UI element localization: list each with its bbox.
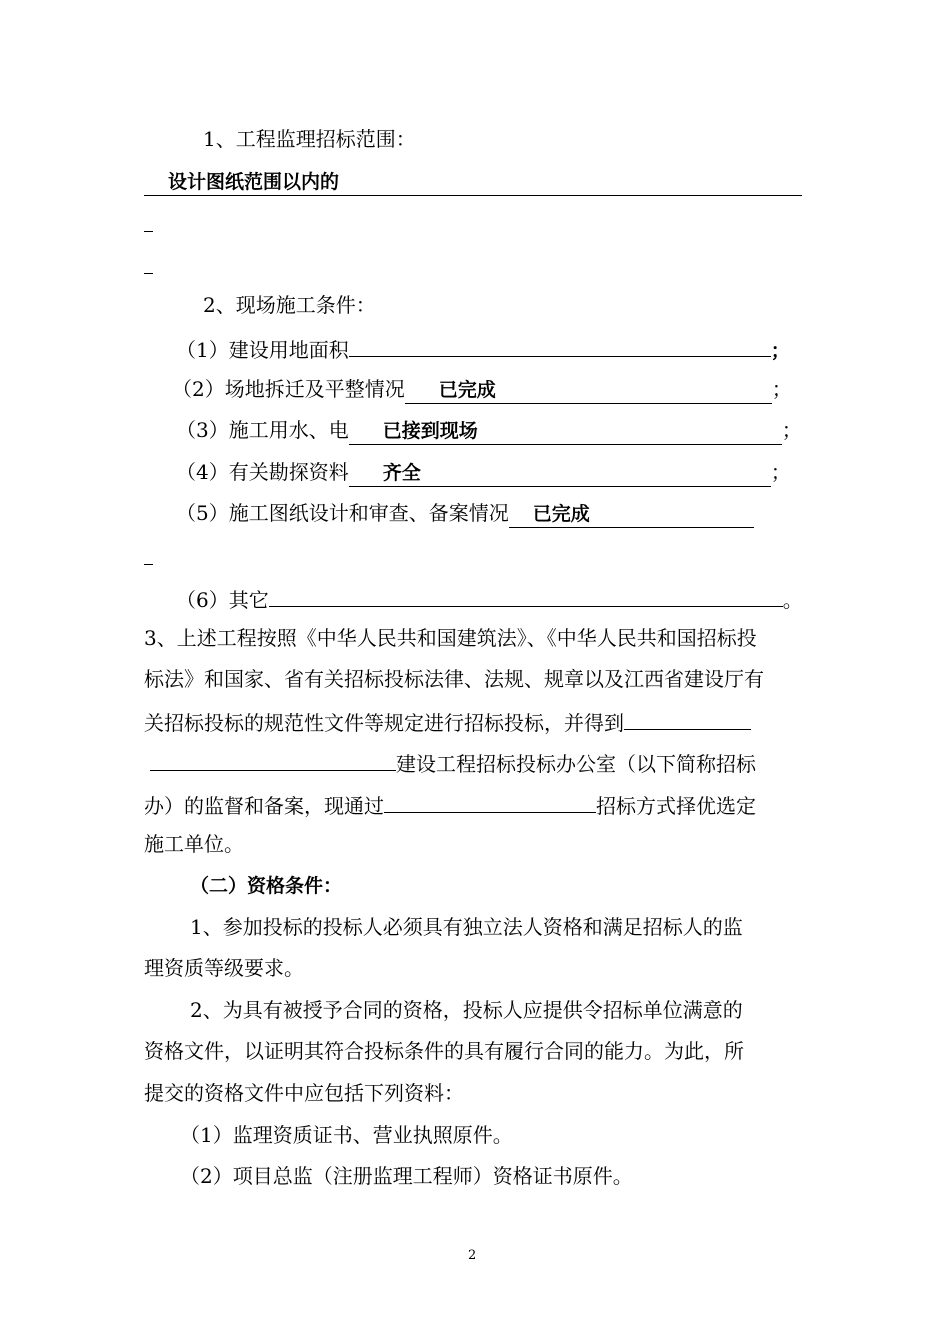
- condition-end: ；: [771, 377, 792, 401]
- qualification-item: （2）项目总监（注册监理工程师）资格证书原件。: [180, 1164, 633, 1188]
- scope-heading: 1、工程监理招标范围：: [203, 127, 416, 151]
- paragraph-text: 招标方式择优选定: [596, 794, 756, 818]
- condition-end: ；: [781, 418, 802, 442]
- paragraph-line: 施工单位。: [144, 832, 244, 856]
- condition-label: （4）有关勘探资料: [176, 460, 349, 484]
- condition-item-water-power: [176, 417, 802, 445]
- survey-value: 齐全: [382, 462, 421, 484]
- condition-end: ；: [770, 460, 791, 484]
- paragraph-line: [144, 790, 756, 819]
- condition-item-drawings: [176, 500, 754, 528]
- condition-item-other: [176, 584, 803, 613]
- condition-label: （5）施工图纸设计和审查、备案情况: [176, 501, 509, 525]
- paragraph-line: 理资质等级要求。: [144, 956, 304, 980]
- scope-field: [144, 168, 802, 196]
- condition-item-land-area: [176, 334, 790, 364]
- qualifications-heading: （二）资格条件：: [190, 875, 343, 897]
- water-power-value: 已接到现场: [382, 420, 478, 442]
- qualification-item: （1）监理资质证书、营业执照原件。: [180, 1123, 513, 1147]
- condition-end: 。: [782, 588, 803, 612]
- paragraph-line: 3、上述工程按照《中华人民共和国建筑法》、《中华人民共和国招标投: [144, 626, 757, 650]
- other-blank: [269, 584, 783, 607]
- site-conditions-heading: 2、现场施工条件：: [203, 293, 376, 317]
- authority-name-blank: [150, 748, 396, 771]
- scope-value: 设计图纸范围以内的: [168, 171, 340, 193]
- bidding-method-blank: [384, 790, 596, 813]
- condition-label: （6）其它: [176, 588, 269, 612]
- condition-label: （1）建设用地面积: [176, 338, 349, 362]
- blank-dash: [144, 231, 153, 232]
- condition-item-demolition: [172, 376, 792, 404]
- drawings-value: 已完成: [532, 503, 590, 525]
- paragraph-text: 建设工程招标投标办公室（以下简称招标: [396, 752, 756, 776]
- approval-authority-blank: [624, 707, 751, 730]
- condition-item-survey: [176, 459, 791, 487]
- blank-dash: [144, 564, 153, 565]
- condition-label: （3）施工用水、电: [176, 418, 349, 442]
- paragraph-line: 提交的资格文件中应包括下列资料：: [144, 1081, 464, 1105]
- paragraph-line: 资格文件，以证明其符合投标条件的具有履行合同的能力。为此，所: [144, 1039, 744, 1063]
- paragraph-line: [144, 707, 751, 736]
- paragraph-text: 关招标投标的规范性文件等规定进行招标投标，并得到: [144, 711, 624, 735]
- land-area-blank: [349, 334, 771, 357]
- page-number: 2: [468, 1248, 477, 1263]
- condition-label: （2）场地拆迁及平整情况: [172, 377, 405, 401]
- paragraph-line: 标法》和国家、省有关招标投标法律、法规、规章以及江西省建设厅有: [144, 667, 764, 691]
- demolition-value: 已完成: [438, 379, 496, 401]
- paragraph-text: 办）的监督和备案，现通过: [144, 794, 384, 818]
- paragraph-line: [150, 748, 756, 777]
- blank-dash: [144, 273, 153, 274]
- paragraph-line: 2、为具有被授予合同的资格，投标人应提供令招标单位满意的: [190, 998, 743, 1022]
- condition-end: ；: [770, 340, 790, 362]
- paragraph-line: 1、参加投标的投标人必须具有独立法人资格和满足招标人的监: [190, 915, 743, 939]
